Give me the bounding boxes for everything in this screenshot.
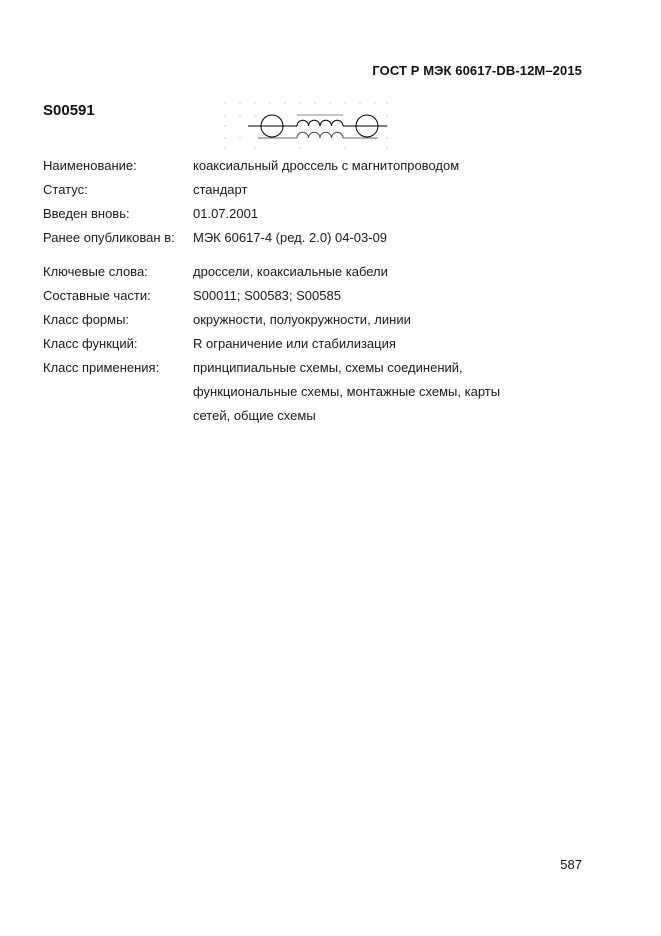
coaxial-choke-with-magnetic-core-icon <box>220 98 390 150</box>
property-label: Класс применения: <box>43 360 160 375</box>
property-keywords-row <box>43 260 603 284</box>
standard-header: ГОСТ Р МЭК 60617-DB-12M–2015 <box>372 63 582 78</box>
property-status-row <box>43 178 603 202</box>
property-introduced-row <box>43 202 603 226</box>
property-value <box>193 356 603 428</box>
property-shape-class-row <box>43 308 603 332</box>
property-label: Ключевые слова: <box>43 264 148 279</box>
property-value: окружности, полуокружности, линии <box>193 312 411 327</box>
property-label: Составные части: <box>43 288 151 303</box>
property-label: Ранее опубликован в: <box>43 230 175 245</box>
property-label: Статус: <box>43 182 88 197</box>
property-value: дроссели, коаксиальные кабели <box>193 264 388 279</box>
property-previously-published-row <box>43 226 603 250</box>
property-label: Введен вновь: <box>43 206 130 221</box>
property-value: 01.07.2001 <box>193 206 259 221</box>
property-value: R ограничение или стабилизация <box>193 336 396 351</box>
property-label: Класс функций: <box>43 336 138 351</box>
property-value-line: сетей, общие схемы <box>193 408 316 423</box>
page-number: 587 <box>560 857 582 872</box>
property-label: Наименование: <box>43 158 137 173</box>
symbol-id: S00591 <box>43 102 95 119</box>
property-value-line: функциональные схемы, монтажные схемы, карты <box>193 384 501 399</box>
symbol-properties <box>43 154 603 428</box>
property-name-row <box>43 154 603 178</box>
property-value: стандарт <box>193 182 248 197</box>
property-application-class-row <box>43 356 603 428</box>
property-function-class-row <box>43 332 603 356</box>
property-label: Класс формы: <box>43 312 130 327</box>
property-value: коаксиальный дроссель с магнитопроводом <box>193 158 460 173</box>
property-value: S00011; S00583; S00585 <box>193 288 341 303</box>
property-components-row <box>43 284 603 308</box>
property-value-line: принципиальные схемы, схемы соединений, <box>193 360 463 375</box>
property-value: МЭК 60617-4 (ред. 2.0) 04-03-09 <box>193 230 388 245</box>
